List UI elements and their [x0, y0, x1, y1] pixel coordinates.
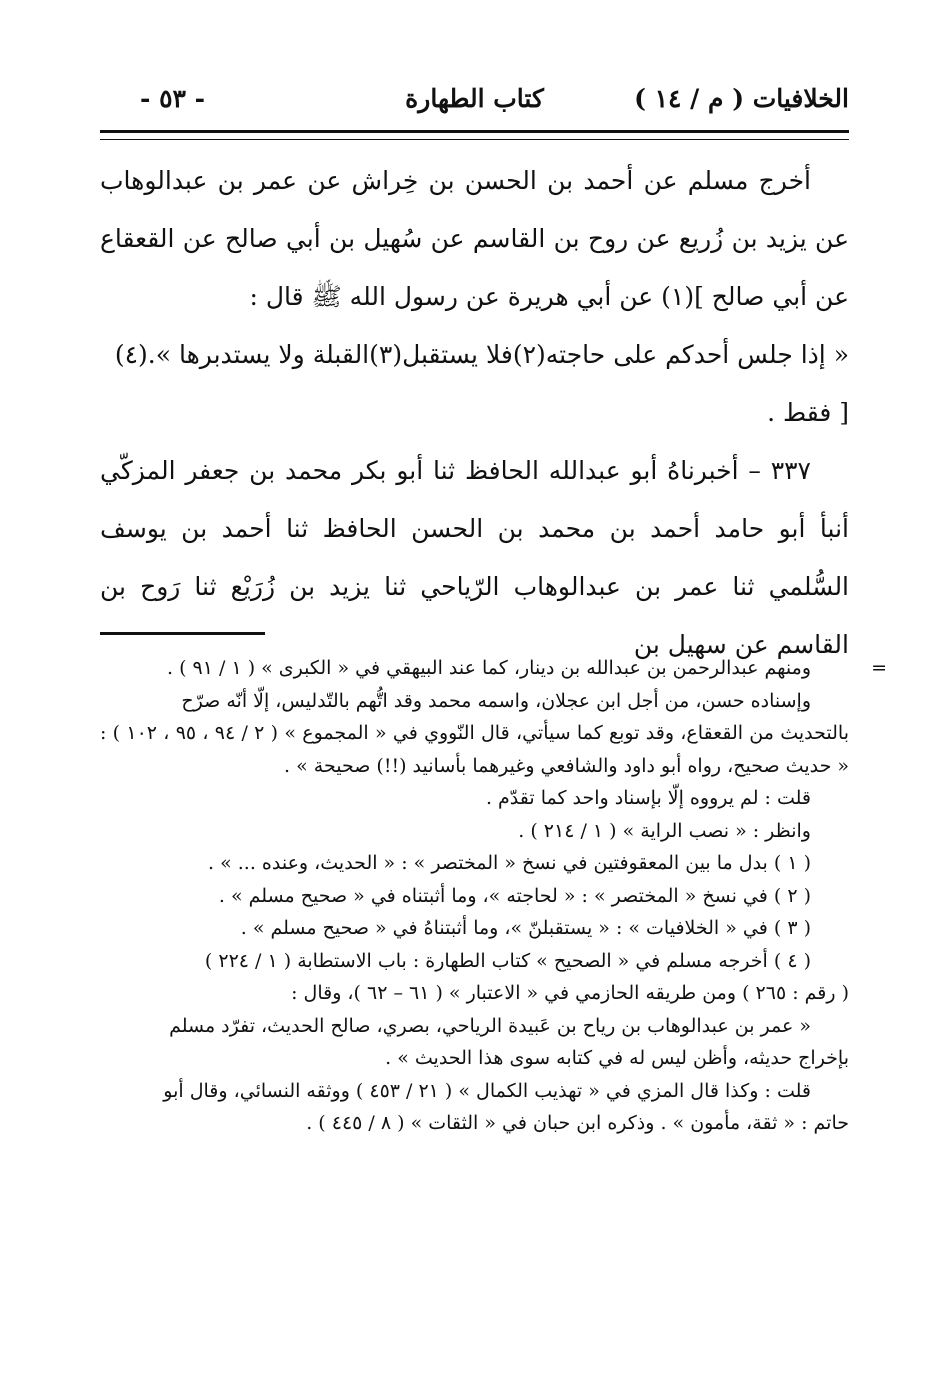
continuation-marker: =	[871, 657, 887, 679]
footnote-line: ( ١ ) بدل ما بين المعقوفتين في نسخ « المختصر » : « الحديث، وعنده ... » .	[208, 852, 811, 874]
footnote-3	[100, 912, 849, 945]
footnote-line: وانظر : « نصب الراية » ( ١ / ٢١٤ ) .	[518, 819, 811, 842]
footnote-paragraph	[100, 977, 849, 1010]
footnote-line: بإخراج حديثه، وأظن ليس له في كتابه سوى هذا الحديث » .	[385, 1047, 849, 1069]
body-line: أخرج مسلم عن أحمد بن الحسن بن خِراش عن عمر بن عبدالوهاب عن	[100, 166, 849, 253]
body-line: يزيد بن زُريع عن روح بن القاسم عن سُهيل بن أبي صالح عن القعقاع عن أبي	[100, 224, 849, 311]
footnote-line: ١٠٢ ) : « حديث صحيح، رواه أبو داود والشافعي وغيرهما بأسانيد (!!) صحيحة » .	[100, 722, 849, 777]
footnote-separator	[100, 632, 265, 635]
footnote-4	[100, 945, 849, 978]
page-number: - ٥٣ -	[140, 84, 206, 113]
footnote-paragraph	[100, 1075, 849, 1108]
footnote-paragraph	[100, 717, 849, 782]
footnote-paragraph	[100, 1042, 849, 1075]
footnotes	[100, 652, 887, 1140]
body-line: « إذا جلس أحدكم على حاجته(٢)فلا يستقبل(٣)القبلة ولا يستدبرها ».(٤)	[114, 340, 849, 369]
footnote-line: قلت : وكذا قال المزي في « تهذيب الكمال » ( ٢١ / ٤٥٣ ) ووثقه النسائي، وقال أبو	[163, 1079, 811, 1102]
footnote-line: حاتم : « ثقة، مأمون » . وذكره ابن حبان في « الثقات » ( ٨ / ٤٤٥ ) .	[306, 1112, 849, 1134]
bracket-close-line	[100, 384, 849, 442]
body-line: [ فقط .	[767, 398, 849, 427]
footnote-line: بالتحديث من القعقاع، وقد توبع كما سيأتي، قال النّووي في « المجموع » ( ٢ / ٩٤ ، ٩٥ ،	[163, 722, 849, 744]
footnote-1	[100, 847, 849, 880]
footnote-line: ( ٤ ) أخرجه مسلم في « الصحيح » كتاب الطهارة : باب الاستطابة ( ١ / ٢٢٤ )	[204, 949, 811, 972]
footnote-continued	[100, 652, 887, 685]
header-book-title: الخلافيات ( م / ١٤ )	[634, 84, 849, 113]
body-line: ٣٣٧ – أخبرناهُ أبو عبدالله الحافظ ثنا أبو بكر محمد بن جعفر المزكّي أنبأ	[100, 456, 849, 543]
main-text	[100, 152, 849, 674]
footnote-line: ( ٢ ) في نسخ « المختصر » : « لحاجته »، وما أثبتناه في « صحيح مسلم » .	[218, 884, 811, 907]
body-paragraph-isnad	[100, 152, 849, 326]
footnote-line: ( رقم : ٢٦٥ ) ومن طريقه الحازمي في « الاعتبار » ( ٦١ – ٦٢ )، وقال :	[291, 982, 849, 1004]
body-line: عمر بن عبدالوهاب الرّياحي ثنا يزيد بن زُرَيْع ثنا رَوح بن القاسم عن سهيل بن	[100, 572, 849, 659]
footnote-paragraph	[100, 1107, 849, 1140]
footnote-line: قلت : لم يرووه إلّا بإسناد واحد كما تقدّم .	[485, 787, 811, 809]
footnote-line: وإسناده حسن، من أجل ابن عجلان، واسمه محمد وقد اتُّهم بالتّدليس، إلّا أنّه صرّح	[181, 689, 811, 712]
footnote-paragraph	[100, 782, 849, 815]
running-header	[100, 78, 849, 124]
header-rule-thin	[100, 139, 849, 140]
footnote-quote	[100, 1010, 849, 1043]
footnote-paragraph	[100, 685, 849, 718]
header-chapter-title: كتاب الطهارة	[405, 84, 544, 113]
footnote-line: « عمر بن عبدالوهاب بن رياح بن عَبيدة الرياحي، بصري، صالح الحديث، تفرّد مسلم	[169, 1014, 811, 1037]
footnote-paragraph	[100, 815, 849, 848]
footnote-2	[100, 880, 849, 913]
body-line: أبو حامد أحمد بن محمد بن الحسن الحافظ ثنا أحمد بن يوسف السُّلمي ثنا	[100, 514, 850, 601]
hadith-text	[100, 326, 849, 384]
footnote-line: ( ٣ ) في « الخلافيات » : « يستقبلنّ »، وما أثبتناهُ في « صحيح مسلم » .	[240, 917, 811, 939]
header-rule-thick	[100, 130, 849, 133]
body-paragraph-337	[100, 442, 849, 674]
footnote-line: ومنهم عبدالرحمن بن عبدالله بن دينار، كما عند البيهقي في « الكبرى » ( ١ / ٩١ ) .	[167, 657, 811, 679]
body-line: صالح ](١) عن أبي هريرة عن رسول الله ﷺ قال :	[249, 282, 765, 311]
